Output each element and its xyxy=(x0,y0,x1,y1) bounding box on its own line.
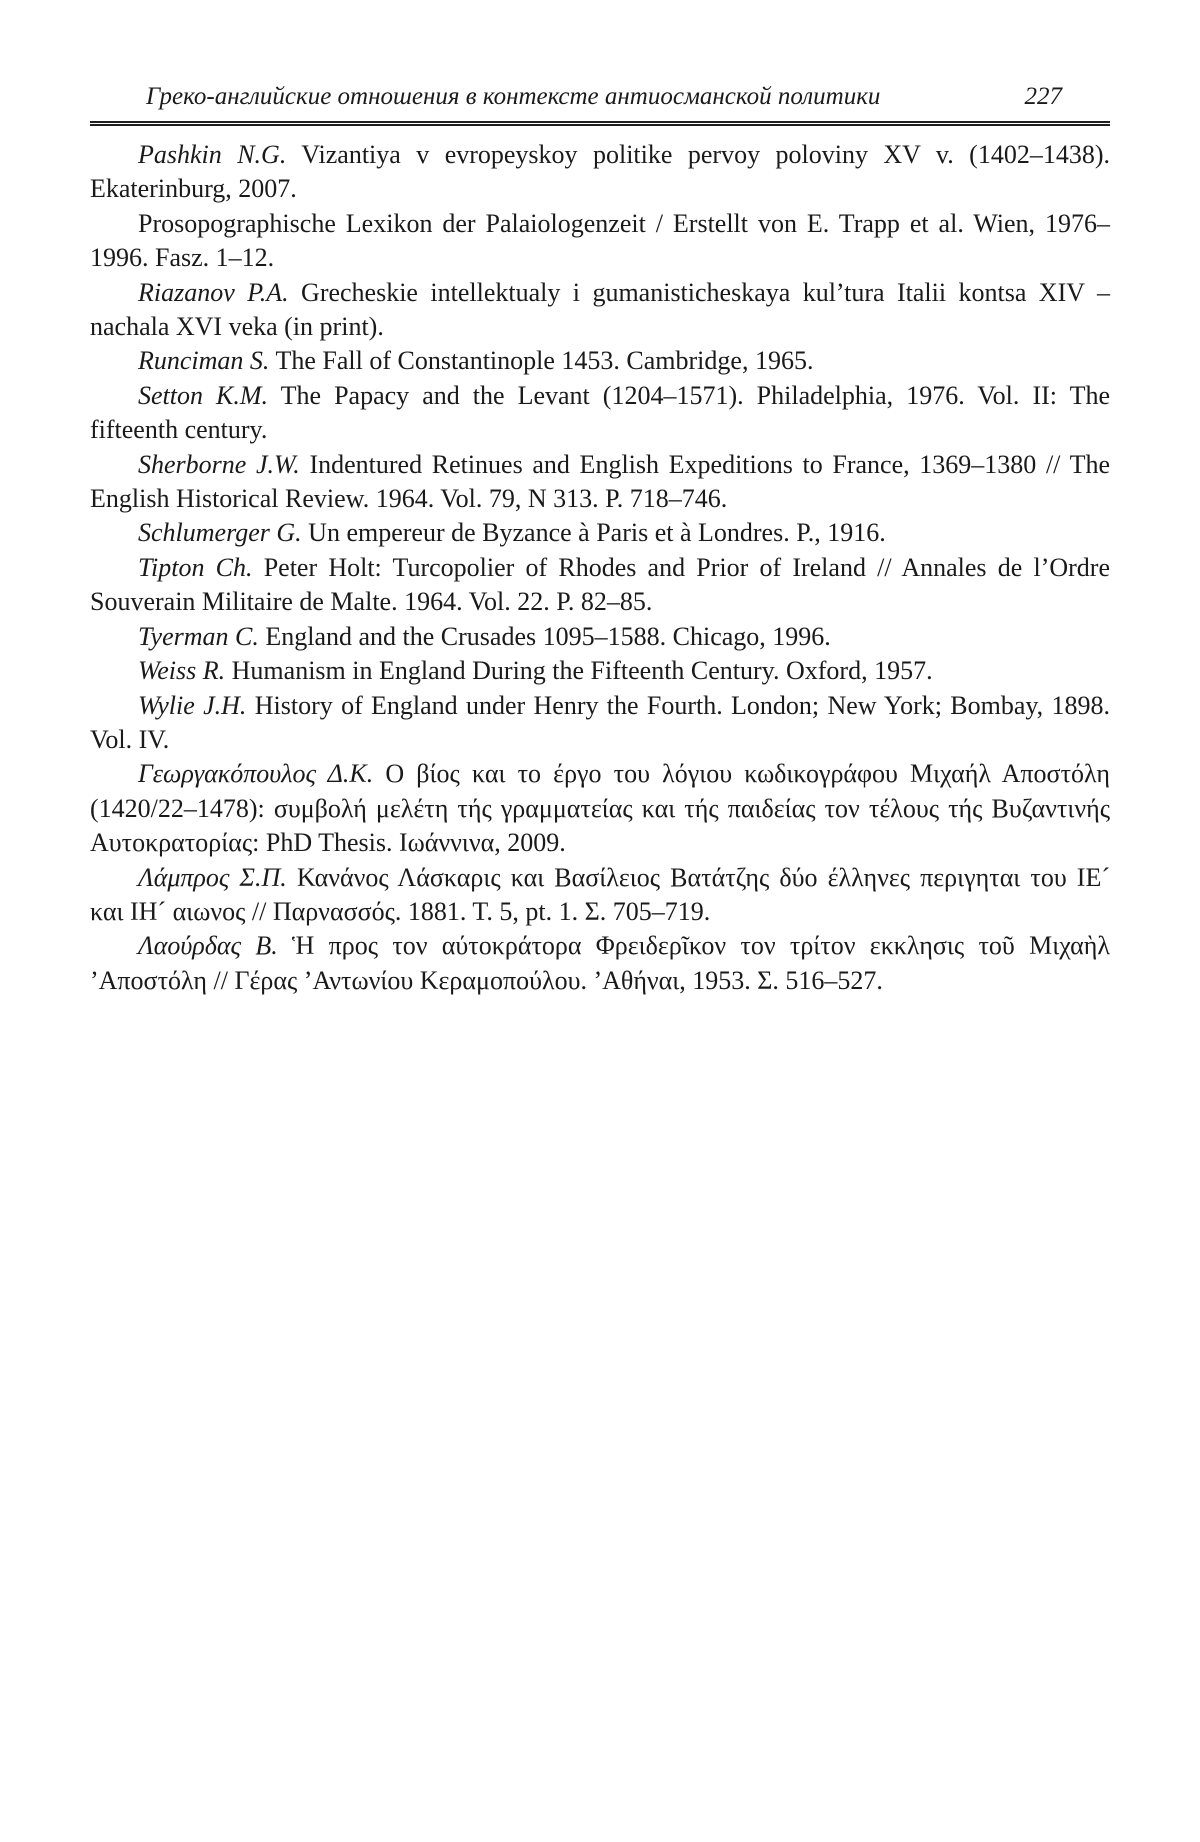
bibliography-entry xyxy=(90,448,1110,517)
bibliography-entry xyxy=(90,138,1110,207)
entry-author: Sherborne J.W. xyxy=(138,449,300,479)
entry-text: Ἡ προς τον αύτοκράτορα Φρειδερῖκον τον τρίτον εκκλησις τοῦ Μιχαὴλ ’Αποστόλη // Γέρας ’Αντωνίου Κεραμοπούλου. ’Αθήναι, 1953. Σ. 516–527. xyxy=(90,931,1110,995)
entry-author: Runciman S. xyxy=(138,346,270,376)
bibliography-entry xyxy=(90,654,1110,688)
entry-author: Setton K.M. xyxy=(138,380,269,410)
entry-author: Schlumerger G. xyxy=(138,518,302,548)
running-head-title: Греко-английские отношения в контексте антиосманской политики xyxy=(146,83,881,110)
bibliography-entry xyxy=(90,551,1110,620)
bibliography-entry xyxy=(90,276,1110,345)
bibliography-entry xyxy=(90,516,1110,550)
running-head xyxy=(90,82,1110,112)
entry-author: Pashkin N.G. xyxy=(138,140,287,169)
bibliography-entry xyxy=(90,929,1110,998)
entry-text: England and the Crusades 1095–1588. Chicago, 1996. xyxy=(258,621,831,651)
entry-text: Ο βίος και το έργο του λόγιου κωδικογράφου Μιχαήλ Αποστόλη (1420/22–1478): συμβολή μελέτη τής γραμματείας και τής παιδείας τον τέλους τής Βυζαντινής Αυτοκρατορίας: PhD Thesis. Ιωάννινα, 2009. xyxy=(90,759,1110,858)
entry-text: The Fall of Constantinople 1453. Cambridge, 1965. xyxy=(269,346,814,376)
entry-text: Prosopographische Lexikon der Palaiologenzeit / Erstellt von E. Trapp et al. Wien, 1976–1996. Fasz. 1–12. xyxy=(90,208,1110,273)
entry-author: Λαούρδας Β. xyxy=(138,931,278,961)
entry-author: Wylie J.H. xyxy=(138,690,247,720)
entry-text: Humanism in England During the Fifteenth Century. Oxford, 1957. xyxy=(225,656,933,686)
entry-text: The Papacy and the Levant (1204–1571). Philadelphia, 1976. Vol. II: The fifteenth century. xyxy=(90,380,1110,445)
entry-text: Peter Holt: Turcopolier of Rhodes and Prior of Ireland // Annales de l’Ordre Souverain Militaire de Malte. 1964. Vol. 22. P. 82–85. xyxy=(90,552,1110,617)
header-rule xyxy=(90,121,1110,126)
entry-author: Tyerman C. xyxy=(138,621,259,651)
entry-author: Γεωργακόπουλος Δ.Κ. xyxy=(138,759,374,789)
bibliography-entry xyxy=(90,379,1110,448)
page-number: 227 xyxy=(1024,83,1062,110)
entry-text: Vizantiya v evropeyskoy politike pervoy poloviny XV v. (1402–1438). Ekaterinburg, 2007. xyxy=(90,140,1110,204)
entry-author: Riazanov P.A. xyxy=(138,277,289,307)
bibliography-entry xyxy=(90,344,1110,378)
bibliography-entry xyxy=(90,207,1110,276)
entry-text: Un empereur de Byzance à Paris et à Londres. P., 1916. xyxy=(301,518,886,548)
book-page xyxy=(90,0,1110,998)
bibliography-entry xyxy=(90,620,1110,654)
bibliography xyxy=(90,138,1110,998)
entry-author: Weiss R. xyxy=(138,656,226,686)
entry-text: History of England under Henry the Fourth. London; New York; Bombay, 1898. Vol. IV. xyxy=(90,690,1110,754)
bibliography-entry xyxy=(90,861,1110,930)
bibliography-entry xyxy=(90,689,1110,758)
entry-text: Indentured Retinues and English Expeditions to France, 1369–1380 // The English Historical Review. 1964. Vol. 79, N 313. P. 718–746. xyxy=(90,449,1110,514)
bibliography-entry xyxy=(90,757,1110,860)
entry-text: Κανάνος Λάσκαρις και Βασίλειος Βατάτζης δύο έλληνες περιγηται του ΙΕ´ και ΙΗ´ αιωνος // Παρνασσός. 1881. Τ. 5, pt. 1. Σ. 705–719. xyxy=(90,862,1110,926)
entry-author: Λάμπρος Σ.Π. xyxy=(138,862,287,892)
entry-author: Tipton Ch. xyxy=(138,552,253,582)
entry-text: Grecheskie intellektualy i gumanisticheskaya kul’tura Italii kontsa XIV – nachala XVI veka (in print). xyxy=(90,277,1110,342)
